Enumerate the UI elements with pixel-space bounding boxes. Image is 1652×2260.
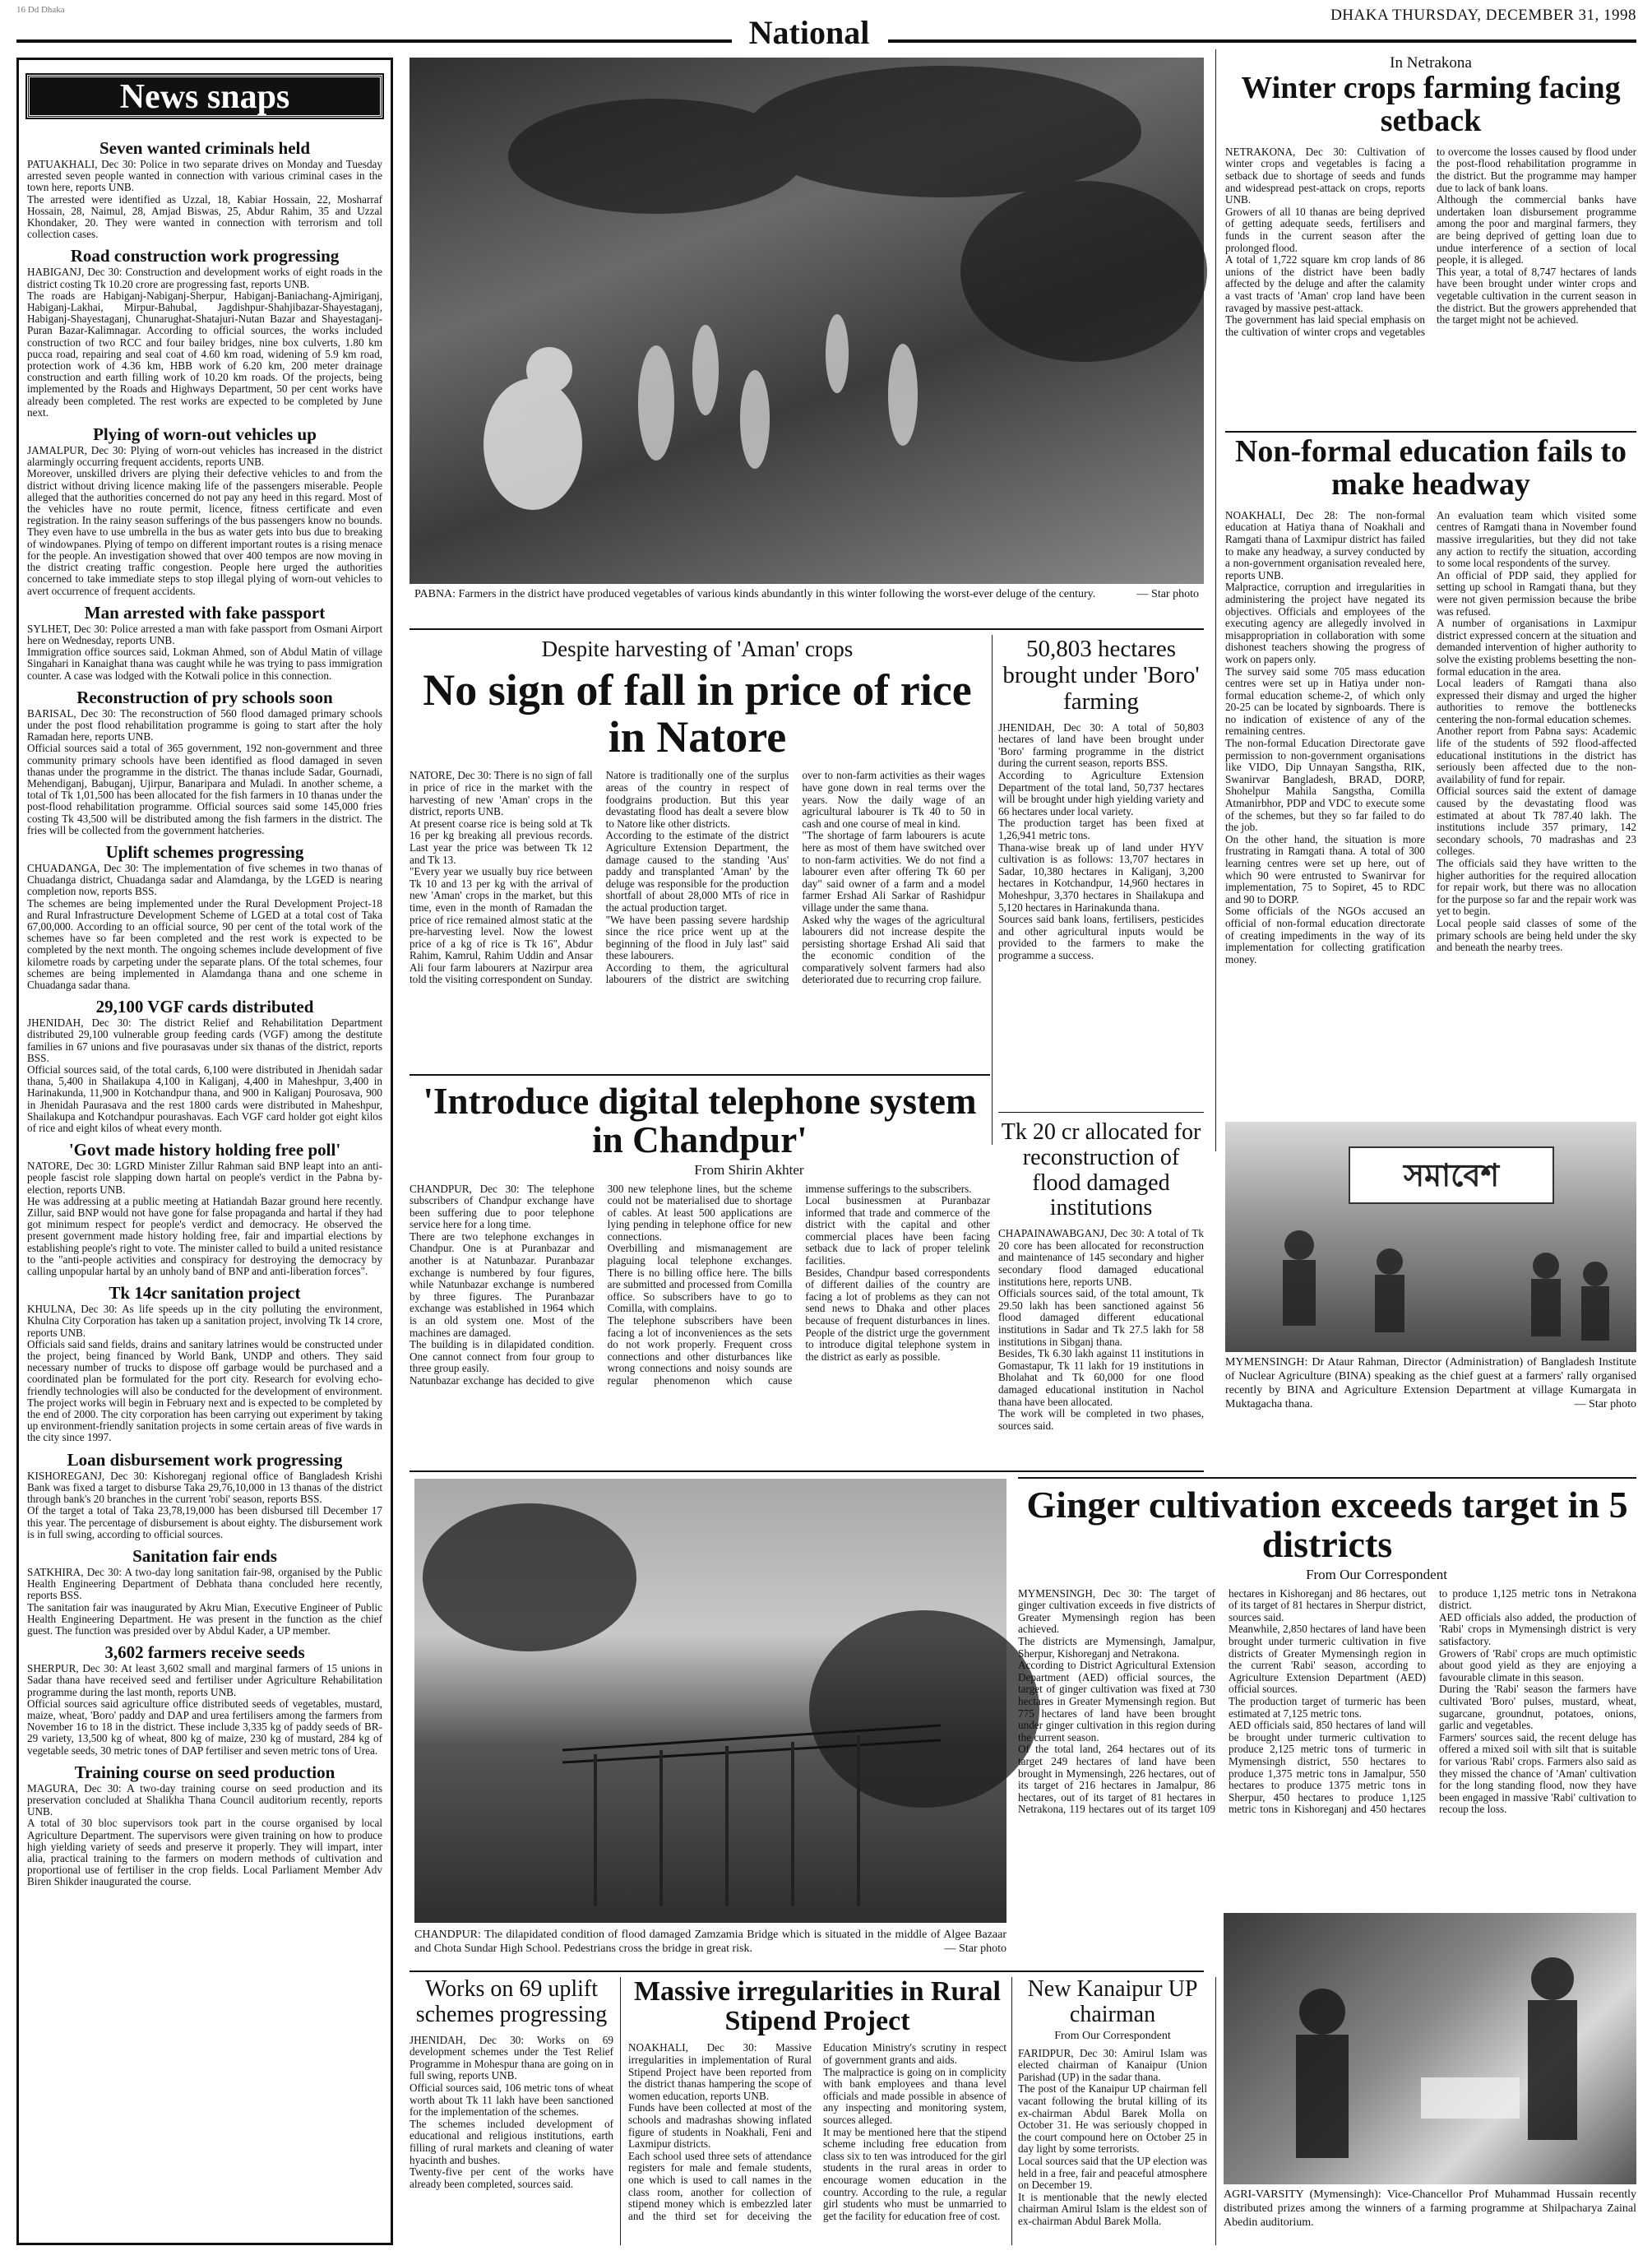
header-rule-left bbox=[16, 39, 732, 43]
rice-kicker: Despite harvesting of 'Aman' crops bbox=[541, 637, 854, 661]
page-number-note: 16 Dd Dhaka bbox=[16, 5, 65, 15]
mymensingh-photo-caption: MYMENSINGH: Dr Ataur Rahman, Director (Administration) of Bangladesh Institute of Nuclear Agriculture (BINA) speaking as the chief guest at a farmers' rally organised recently by BINA and Agriculture Extension Department at village Kumargata in Muktagacha thana. bbox=[1225, 1356, 1636, 1410]
nonformal-story bbox=[1225, 436, 1636, 1120]
stipend-headline: Massive irregularities in Rural Stipend Project bbox=[633, 1976, 1002, 2036]
header-rule-right bbox=[888, 39, 1636, 43]
news-snap-headline: Plying of worn-out vehicles up bbox=[93, 424, 317, 445]
pabna-photo bbox=[410, 58, 1204, 584]
agri-varsity-photo-caption: AGRI-VARSITY (Mymensingh): Vice-Chancellor Prof Muhammad Hussain recently distributed prizes among the winners of a farming programme at Shilpacharya Zainal Abedin auditorium. bbox=[1224, 2188, 1636, 2229]
telephone-story bbox=[410, 1082, 990, 1466]
rule-above-ginger bbox=[1018, 1477, 1636, 1479]
chandpur-photo-caption: CHANDPUR: The dilapidated condition of flood damaged Zamzamia Bridge which is situated in the middle of Algee Bazaar and Chota Sundar High School. Pedestrians cross the bridge in great risk. bbox=[414, 1929, 1006, 1955]
rule-rice-right bbox=[992, 635, 993, 1145]
rice-story bbox=[410, 637, 985, 1120]
agri-varsity-caption-box bbox=[1224, 2188, 1636, 2250]
news-snaps-banner: News snaps bbox=[27, 75, 382, 118]
news-snap-body: SHERPUR, Dec 30: At least 3,602 small and marginal farmers of 15 unions in Sadar thana have received seed and fertiliser under Agriculture Rehabilitation programme during the last month, reports UNB. Official sources said agriculture office distributed seeds of vegetables, mustard, maize, wheat, 'Boro' paddy and DAP and urea fertilisers among the farmers from November 16 to 18 in the district. These include 3,335 kg of paddy seeds of BR-29 variety, 13,500 kg of wheat, 800 kg of maize, 230 kg of mustard, 284 kg of vegetable seeds, 30 metric tones of DAP fertiliser and seven metric tons of Urea. bbox=[27, 1662, 382, 1757]
news-snap-body: JAMALPUR, Dec 30: Plying of worn-out vehicles has increased in the district alarmingly occurring frequent accidents, reports UNB. Moreover, unskilled drivers are plying their defective vehicles to and from the district without driving licence making life of the passengers miserable. People alleged that the authorities concerned do not pay any heed in this regard. Most of the vehicles have no route permit, licence, fitness certificate and even registration. In the rainy season sufferings of the bus passengers know no bounds. They even have to use umbrella in the bus as water gets into bus due to breaking of windowpanes. Plying of tempo on different important routes is a rising menace for the people. An investigation showed that over 400 tempos are now moving in the district creating traffic congestion. People here urged the authorities concerned to take immediate steps to stop illegal plying of worn-out vehicles to avert occurrence of frequent accidents. bbox=[27, 444, 382, 597]
pabna-photo-credit: — Star photo bbox=[1136, 588, 1199, 600]
rice-headline: No sign of fall in price of rice in Natore bbox=[423, 665, 972, 762]
works69-story bbox=[410, 1977, 613, 2245]
rule-boro-bottom bbox=[998, 1112, 1204, 1113]
telephone-headline: 'Introduce digital telephone system in Chandpur' bbox=[423, 1081, 977, 1161]
news-snap-body: CHUADANGA, Dec 30: The implementation of five schemes in two thanas of Chuadanga district, Chuadanga sadar and Alamdanga, by the LGED is nearing completion now, reports BSS. The schemes are being implemented under the Rural Development Project-18 and Rural Infrastructure Development Scheme of LGED at a total cost of Taka 67,00,000. According to an official source, 90 per cent of the total work of the schemes have so far been completed and the rest work is expected to be completed by the next month. The ongoing schemes include development of five kilometre roads by carpeting under the separate plans. Of the total schemes, four schemes are being implemented in Alamdanga thana and one scheme in Chuadanga sadar thana. bbox=[27, 861, 382, 991]
news-snap-headline: Sanitation fair ends bbox=[132, 1545, 277, 1566]
kanaipur-headline: New Kanaipur UP chairman bbox=[1027, 1976, 1198, 2027]
nonformal-headline: Non-formal education fails to make headway bbox=[1234, 434, 1627, 502]
news-snap-headline: Reconstruction of pry schools soon bbox=[76, 687, 333, 707]
boro-body: JHENIDAH, Dec 30: A total of 50,803 hectares of land have been brought under 'Boro' farming programme in the district during the current season, reports BSS. According to Agriculture Extension Department of the total land, 50,737 hectares will be brought under high yielding variety and 66 hectares under local variety. The production target has been fixed at 1,26,941 metric tons. Thana-wise break up of land under HYV cultivation is as follows: 13,707 hectares in Sadar, 10,380 hectares in Kaliganj, 3,200 hectares in Kotchandpur, 14,960 hectares in Moheshpur, 3,370 hectares in Shailakupa and 5,120 hectares in Harinakunda thana. Sources said bank loans, fertilisers, pesticides and other agricultural inputs would be provided to the farmers to make the programme a success. bbox=[998, 720, 1204, 961]
rice-body: NATORE, Dec 30: There is no sign of fall in price of rice in the market with the harvesting of new 'Aman' crops in the district, reports UNB. At present coarse rice is being sold at Tk 16 per kg breaking all previous records. Last year the price was between Tk 12 and Tk 13. "Every year we usually buy rice between Tk 10 and 13 per kg with the arrival of new 'Aman' crops in the market, but this time, even in the month of Ramadan the price of rice remained almost static at the pre-harvesting level. Now the lowest price of a kg of rice is Tk 16", Abdur Rahim, Kamrul, Rahim Uddin and Ansar Ali four farm labourers at Nazirpur area told the visiting correspondent on Sunday. Natore is traditionally one of the surplus areas of the country in respect of foodgrains production. But this year devastating flood has dealt a severe blow to Natore like other districts. According to the estimate of the district Agriculture Extension Department, the damage caused to the standing 'Aus' paddy and transplanted 'Aman' by the deluge was responsible for the production shortfall of about 28,000 MTs of rice in the actual production target. "We have been passing severe hardship since the rice price went up at the beginning of the flood in July last" said these labourers. According to them, the agricultural labourers of the district are switching over to non-farm activities as their wages have gone down in real terms over the years. Now the daily wage of an agricultural labourer is Tk 40 to 50 in cash and one course of meal in kind. "The shortage of farm labourers is acute here as most of them have switched over to non-farm activities. We do not find a labourer even after offering Tk 60 per day" said owner of a farm and a model farmer Ershad Ali Sarkar of Rashidpur village under the same thana. Asked why the wages of the agricultural labourers did not increase despite the persisting shortage Ershad Ali said that the economic condition of the comparatively solvent farmers had also deteriorated due to recurring crop failure. bbox=[410, 769, 985, 986]
rule-under-chandpur bbox=[410, 1971, 1204, 1972]
ginger-headline: Ginger cultivation exceeds target in 5 districts bbox=[1026, 1484, 1628, 1566]
kanaipur-byline: From Our Correspondent bbox=[1054, 2029, 1171, 2042]
news-snap-headline: Tk 14cr sanitation project bbox=[109, 1283, 301, 1304]
kanaipur-story bbox=[1018, 1977, 1207, 2245]
news-snap-body: SATKHIRA, Dec 30: A two-day long sanitation fair-98, organised by the Public Health Engineering Department of Debhata thana concluded here recently, reports BSS. The sanitation fair was inaugurated by Akru Mian, Executive Engineer of Public Health Engineering Department. He was present in the function as the chief guest. The function was presided over by Abdul Kader, a UP member. bbox=[27, 1565, 382, 1637]
news-snap-headline: Uplift schemes progressing bbox=[105, 841, 304, 862]
mymensingh-photo-credit: — Star photo bbox=[1574, 1398, 1636, 1410]
news-snap-body: JHENIDAH, Dec 30: The district Relief and Rehabilitation Department distributed 29,100 vulnerable group feeding cards (VGF) among the destitute families in 67 unions and five pourasavas under six thanas of the district, reports BSS. Official sources said, of the total cards, 6,100 were distributed in Jhenidah sadar thana, 5,400 in Shailakupa 4,100 in Kaliganj, 4,400 in Maheshpur, 3,400 in Harinakunda, 11,900 in Kotchandpur thana, and 900 in Kaliganj Pourosava, 900 in Jhenidah Paurasava and the rest 1800 cards were distributed in Maheshpur, Shailakupa and Kotchandpur pourashavas. Each VGF card holder got eight kilos of rice and eight kilos of wheat every month. bbox=[27, 1017, 382, 1135]
pabna-photo-art bbox=[410, 58, 1204, 584]
section-title: National bbox=[748, 14, 870, 51]
news-snap-headline: Loan disbursement work progressing bbox=[67, 1449, 343, 1470]
winter-kicker: In Netrakona bbox=[1390, 54, 1472, 72]
news-snap-headline: 3,602 farmers receive seeds bbox=[104, 1642, 305, 1663]
boro-headline: 50,803 hectares brought under 'Boro' farming bbox=[1002, 636, 1200, 715]
rally-banner: সমাবেশ bbox=[1349, 1146, 1554, 1204]
news-snaps-box bbox=[16, 58, 393, 2245]
news-snap-headline: Road construction work progressing bbox=[70, 246, 340, 266]
ginger-body: MYMENSINGH, Dec 30: The target of ginger cultivation exceeds in five districts of Greater Mymensingh region has been achieved. The districts are Mymensingh, Jamalpur, Sherpur, Kishoreganj and Netrakona. According to District Agricultural Extension Department (AED) official sources, the target of ginger cultivation was fixed at 730 hectares in Greater Mymensingh region. But 775 hectares of land have been brought under ginger cultivation in this region during the current season. Of the total land, 264 hectares out of its target 249 hectares of land have been brought in Mymensingh, 226 hectares, out of its target of 216 hectares in Jamalpur, 86 hectares, out of its target of 81 hectares in Netrakona, 119 hectares out of its target 109 hectares in Kishoreganj and 86 hectares, out of its target of 81 hectares in Sherpur district, sources said. Meanwhile, 2,850 hectares of land have been brought under turmeric cultivation in five districts of Greater Mymensingh region in the current 'Rabi' season, according to Agriculture Extension Department (AED) official sources. The production target of turmeric has been estimated at 7,125 metric tons. AED officials said, 850 hectares of land will be brought under turmeric cultivation to produce 2,125 metric tons of turmeric in Mymensingh district, 550 hectares to produce 1,375 metric tons in Jamalpur, 550 hectares to produce 1375 metric tons in Sherpur, 450 hectares to produce 1,125 metric tons in Kishoreganj and 450 hectares to produce 1,125 metric tons in Netrakona district. AED officials also added, the production of 'Rabi' crops in Mymensingh district is very satisfactory. Growers of 'Rabi' crops are much optimistic about good yield as they are enjoying a favourable climate in this season. During the 'Rabi' season the farmers have cultivated 'Boro' pulses, mustard, wheat, sugarcane, groundnut, potatoes, onions, garlic and vegetables. Farmers' sources said, the recent deluge has offered a mixed soil with silt that is suitable for various 'Rabi' crops. Farmers also said as they missed the chance of 'Aman' cultivation for the long standing flood, now they have been engaged in massive 'Rabi' cultivation to recoup the loss. bbox=[1018, 1586, 1636, 1816]
news-snap-headline: Man arrested with fake passport bbox=[84, 602, 326, 623]
boro-story bbox=[998, 637, 1204, 1107]
news-snap-body: KISHOREGANJ, Dec 30: Kishoreganj regional office of Bangladesh Krishi Bank was fixed a target to disburse Taka 29,76,10,000 in 13 thanas of the district through bank's 20 branches in the current 'robi' season, reports BSS. Of the target a total of Taka 23,78,19,000 has been disbursed till December 17 this year. The percentage of disbursement is about eighty. The disbursement work is in full swing, according to official sources. bbox=[27, 1469, 382, 1540]
chandpur-photo bbox=[414, 1479, 1006, 1923]
tk20-headline: Tk 20 cr allocated for reconstruction of flood damaged institutions bbox=[1001, 1119, 1201, 1221]
agri-varsity-photo bbox=[1224, 1913, 1636, 2184]
rally-crowd-art bbox=[1225, 1122, 1636, 1352]
stipend-body: NOAKHALI, Dec 30: Massive irregularities in implementation of Rural Stipend Project have been reported from the district thanas hampering the scope of women education, reports UNB. Funds have been collected at most of the schools and madrashas showing inflated figure of students in Noakhali, Feni and Laxmipur districts. Each school used three sets of attendance registers for male and female students, one which is used to call names in the class room, another for collection of stipend money which is embezzled later and the third set for deceiving the Education Ministry's scrutiny in respect of government grants and aids. The malpractice is going on in complicity with bank employees and thana level officials and made possible in absence of any inspecting and monitoring system, sources alleged. It may be mentioned here that the stipend scheme including free education from class six to ten was introduced for the girl students in the rural areas in order to encourage women education in the country. According to the rule, a regular girl students who must be unmarried to get the facility for education free of cost. bbox=[628, 2041, 1006, 2222]
rule-works69-right bbox=[620, 1977, 621, 2245]
rule-under-pabna bbox=[410, 628, 1204, 630]
news-snap-body: MAGURA, Dec 30: A two-day training course on seed production and its preservation concluded at Shalikha Thana Council auditorium recently, reports UNB. A total of 30 bloc supervisors took part in the course organised by local Agriculture Department. The supervisors were given training on how to produce high yielding variety of seeds and preserve it properly. They will impart, inter alia, practical training to the farmers on modern methods of cultivation and proportional use of fertiliser in the crop fields. Local Parliament Member Adv Biren Shikder inaugurated the course. bbox=[27, 1781, 382, 1888]
works69-headline: Works on 69 uplift schemes progressing bbox=[415, 1976, 608, 2027]
ginger-story bbox=[1018, 1485, 1636, 1929]
winter-body: NETRAKONA, Dec 30: Cultivation of winter crops and vegetables is facing a setback due to shortage of seeds and funds and widespread pest-attack on crops, reports UNB. Growers of all 10 thanas are being deprived of getting adequate seeds, fertilisers and funds in the current season after the prolonged flood. A total of 1,722 square km crop lands of 86 unions of the district have been badly affected by the deluge and after the calamity a vast tracts of 'Aman' crop land have been ravaged by massive pest-attack. The government has laid special emphasis on the cultivation of winter crops and vegetables to overcome the losses caused by flood under the post-flood rehabilitation programme in the district. But the programme may hamper due to lack of bank loans. Although the commercial banks have undertaken loan disbursement programme among the poor and marginal farmers, they are being deprived of getting loan due to undue interference of a section of local people, it is alleged. This year, a total of 8,747 hectares of lands have been brought under winter crops and vegetable cultivation in the current season in the district. But the growers apprehended that the target might not be achieved. bbox=[1225, 145, 1636, 338]
news-snap-headline: Seven wanted criminals held bbox=[99, 138, 311, 158]
chandpur-photo-credit: — Star photo bbox=[944, 1943, 1006, 1955]
chandpur-caption-box bbox=[414, 1928, 1006, 1967]
news-snap-headline: 'Govt made history holding free poll' bbox=[68, 1140, 341, 1160]
rule-right-column bbox=[1215, 49, 1216, 1151]
chandpur-bridge-art bbox=[414, 1479, 1006, 1923]
rule-stipend-right bbox=[1011, 1977, 1012, 2245]
news-snap-body: PATUAKHALI, Dec 30: Police in two separate drives on Monday and Tuesday arrested seven people wanted in connection with various criminal cases in the town here, reports UNB. The arrested were identified as Uzzal, 18, Kabiar Hossain, 22, Mosharraf Hossain, 28, Naimul, 28, Amjad Biswas, 25, Abdur Rahim, 35 and Uzzal Khondaker, 20. They were wanted in connection with terrorism and toll collection cases. bbox=[27, 158, 382, 241]
pabna-photo-caption: PABNA: Farmers in the district have produced vegetables of various kinds abundantly in this winter following the worst-ever deluge of the century. bbox=[414, 588, 1096, 600]
tk20-body: CHAPAINAWABGANJ, Dec 30: A total of Tk 20 core has been allocated for reconstruction and maintenance of 145 secondary and higher secondary flood damaged educational institutions here, reports UNB. Officials sources said, of the total amount, Tk 29.50 lakh has been sanctioned against 56 flood damaged different educational institutions in Sadar and Tk 27.5 lakh for 58 institutions in Sibganj thana. Besides, Tk 6.30 lakh against 11 institutions in Gomastapur, Tk 11 lakh for 19 institutions in Bholahat and Tk 60,000 for one flood damaged educational institution in Nachol thana have been allocated. The work will be completed in two phases, sources said. bbox=[998, 1227, 1204, 1432]
winter-story bbox=[1225, 54, 1636, 424]
rule-under-telephone bbox=[410, 1470, 1204, 1472]
ginger-byline: From Our Correspondent bbox=[1306, 1566, 1447, 1582]
mymensingh-photo bbox=[1225, 1122, 1636, 1352]
news-snap-headline: Training course on seed production bbox=[74, 1762, 335, 1782]
news-snap-body: SYLHET, Dec 30: Police arrested a man with fake passport from Osmani Airport here on Wednesday, reports UNB. Immigration office sources said, Lokman Ahmed, son of Abdul Matin of village Singahari in Kanaighat thana was caught while he was trying to pass immigration counter. A case was lodged with the Kotwali police in this connection. bbox=[27, 622, 382, 682]
news-snap-body: KHULNA, Dec 30: As life speeds up in the city polluting the environment, Khulna City Corporation has taken up a sanitation project, involving Tk 14 crore, reports UNB. Officials said sand fields, drains and sanitary latrines would be constructed under the project, being financed by World Bank, UNDP and others. They said necessary number of trucks to dispose off garbage would be purchased and a coordinated plan be formulated for the port city. Research for evolving echo-friendly technologies will also be conducted for the development of environment. The project works will begin in February next and is expected to be completed by the end of 2000. The city corporation has been carrying out experiment by taking up environment-friendly sanitation projects in some certain areas of five wards in the city since 1997. bbox=[27, 1303, 382, 1444]
news-snap-body: BARISAL, Dec 30: The reconstruction of 560 flood damaged primary schools under the post flood rehabilitation programme is going to start after the holy Ramadan here, reports UNB. Official sources said a total of 365 government, 192 non-government and three community primary schools have been identified as flood damaged in seven thanas under the programme in the district. The thanas include Sadar, Gournadi, Mehendiganj, Babuganj, Ujirpur, Banaripara and Muladi. In another scheme, a total of Tk 1,01,500 has been allocated for the fish farmers in 10 thanas under the post-flood rehabilitation programme. Official sources said some 145,000 fries costing Tk 43,500 will be distributed among the fish farmers in the district. The fries will be collected from the government hatcheries. bbox=[27, 706, 382, 836]
news-snap-body: HABIGANJ, Dec 30: Construction and development works of eight roads in the district costing Tk 10.20 crore are progressing fast, reports UNB. The roads are Habiganj-Nabiganj-Sherpur, Habiganj-Baniachang-Ajmiriganj, Habiganj-Lakhai, Mirpur-Bahubal, Jagdishpur-Shahjibazar-Shayestaganj, Habiganj-Shayestaganj, Chunarughat-Shatajuri-Nutan Bazar and Shayestaganj-Puran Bazar-Kalimnagar. According to official sources, the works included construction of two RCC and four bailey bridges, nine box culverts, 1.80 km pucca road, repairing and seal coat of 4.60 km road, widening of 5.9 km road, protection work of 4.36 km, HBB work of 6.20 km, 200 meter drainage construction and earth filling work of 10.20 km roads. Of the projects, being implemented by the Roads and Highways Department, 50 per cent works have already been completed. The rest works are expected to be completed by June next. bbox=[27, 266, 382, 419]
rule-kanaipur-right bbox=[1215, 1977, 1216, 2245]
rule-under-winter bbox=[1225, 431, 1636, 433]
mymensingh-caption-box bbox=[1225, 1355, 1636, 1419]
prize-giving-art bbox=[1224, 1913, 1636, 2184]
pabna-photo-caption-box bbox=[414, 587, 1199, 620]
kanaipur-body: FARIDPUR, Dec 30: Amirul Islam was elected chairman of Kanaipur (Union Parishad (UP) in the sadar thana. The post of the Kanaipur UP chairman fell vacant following the brutal killing of its ex-chairman Abdul Barek Molla on October 31. He was seriously chopped in the court compound here on October 25 in day light by some terrorists. Local sources said that the UP election was held in a free, fair and peaceful atmosphere on December 19. It is mentionable that the newly elected chairman Amirul Islam is the eldest son of ex-chairman Abdul Barek Molla. bbox=[1018, 2046, 1207, 2227]
works69-body: JHENIDAH, Dec 30: Works on 69 development schemes under the Test Relief Programme in Mohespur thana are going on in full swing, reports UNB. Official sources said, 106 metric tons of wheat worth about Tk 11 lakh have been sanctioned for the implementation of the schemes. The schemes included development of educational and religious institutions, earth filling of rural markets and cleaning of water hyacinth and bushes. Twenty-five per cent of the works have already been completed, sources said. bbox=[410, 2033, 613, 2190]
news-snap-body: NATORE, Dec 30: LGRD Minister Zillur Rahman said BNP leapt into an anti-people fascist role slapping down hartal on people's verdict in the Pabna by-election, reports UNB. He was addressing at a public meeting at Hatiandah Bazar ground here recently. Zillur, said BNP would not have gone for false propaganda and hartal if they had got minimum respect for people's verdict and democracy. He observed the present government made history holding free, fair and impartial elections by establishing people's right to vote. The minister called to build a united resistance to the "anti-people activities and conspiracy for destroying the democracy by calling unpopular hartal by an unholy band of BNP and anti-liberation forces". bbox=[27, 1160, 382, 1278]
rule-under-rice bbox=[410, 1074, 990, 1076]
telephone-body: CHANDPUR, Dec 30: The telephone subscribers of Chandpur exchange have been suffering due to poor telephone service here for a long time. There are two telephone exchanges in Chandpur. One is at Puranbazar and another is at Natunbazar. Puranbazar exchange is numbered by four figures, while Natunbazar exchange is numbered by three figures. The Puranbazar exchange was established in 1964 which is an old system one. Most of the machines are damaged. The building is in dilapidated condition. One cannot connect from four group to three group easily. Natunbazar exchange has decided to give 300 new telephone lines, but the scheme could not be materialised due to shortage of cables. At least 500 applications are lying pending in telephone office for new connections. Overbilling and mismanagement are plaguing local telephone exchanges. There is no billing office here. The bills are submitted and processed from Comilla office. So subscribers have to go to Comilla, with complains. The telephone subscribers have been facing a lot of inconveniences as the sets do not work properly. Frequent cross connections and other disturbances like wrong connections and noisy sounds are regular phenomenon which cause immense sufferings to the subscribers. Local businessmen at Puranbazar informed that trade and commerce of the district with the capital and other commercial places have been facing setback due to lack of proper telelink facilities. Besides, Chandpur based correspondents of different dailies of the country are facing a lot of problems as they can not send news to Dhaka and other places because of frequent disturbances in lines. People of the district urge the government to introduce digital telephone system in the district as early as possible. bbox=[410, 1182, 990, 1387]
winter-headline: Winter crops farming facing setback bbox=[1241, 71, 1621, 138]
telephone-byline: From Shirin Akhter bbox=[694, 1161, 804, 1178]
stipend-story bbox=[628, 1977, 1006, 2245]
nonformal-body: NOAKHALI, Dec 28: The non-formal education at Hatiya thana of Noakhali and Ramgati thana of Laxmipur district has failed to make any headway, a survey conducted by a non-government organisation revealed here, reports UNB. Malpractice, corruption and irregularities in administering the project have negated its objectives. Officials and employees of the executing agency are allegedly involved in misappropriation in collaboration with some dishonest teachers showing the progress of work on papers only. The survey said some 705 mass education centres were set up in Hatiya under non-formal education scheme-2, of which only 20-25 can be located by signboards. There is no indication of existence of any of the remaining centres. The non-formal Education Directorate gave permission to non-government organisations like VIDO, Dip Unnayan Sangstha, RIK, Swanirvar Bangladesh, BRAD, DORP, Shohelpur Mahila Sangstha, Comilla Atmanirbhor, PDP and VDC to execute some of the schemes, but they so far failed to do the job. On the other hand, the situation is more frustrating in Ramgati thana. A total of 300 learning centres were set up here, out of which 90 were entrusted to Swanirvar for implementation, 75 to Sopiret, 45 to RDC and 90 to DORP. Some officials of the NGOs accused an official of non-formal education directorate of creating impediments in the way of its implementation for collecting gratification money. An evaluation team which visited some centres of Ramgati thana in November found massive irregularities, but they did not take any action to rectify the situation, according to some local respondents of the survey. An official of PDP said, they applied for setting up school in Ramgati thana, but they were not given permission because the bribe was refused. A number of organisations in Laxmipur district expressed concern at the situation and demanded intervention of higher authority to solve the existing problems besetting the non-formal education in the area. Local leaders of Ramgati thana also expressed their dismay and urged the higher authorities to remove the bottlenecks centering the non-formal education schemes. Another report from Pabna says: Academic life of the students of 592 flood-affected educational institutions in the district has seriously been affected due to the non-availability of fund for repair. Official sources said the extent of damage caused by the devastating flood was estimated at about Tk 787.40 lakh. The institutions include 357 primary, 142 secondary schools, 70 madrashas and 23 colleges. The officials said they have written to the higher authorities for the required allocation for repair work, but there was no allocation for the purpose so far and the repair work was yet to begin. Local people said classes of some of the primary schools are being held under the sky and beneath the nearby trees. bbox=[1225, 508, 1636, 966]
news-snap-headline: 29,100 VGF cards distributed bbox=[95, 997, 314, 1017]
news-snaps-list bbox=[27, 132, 382, 2239]
dateline: DHAKA THURSDAY, DECEMBER 31, 1998 bbox=[1330, 7, 1636, 24]
